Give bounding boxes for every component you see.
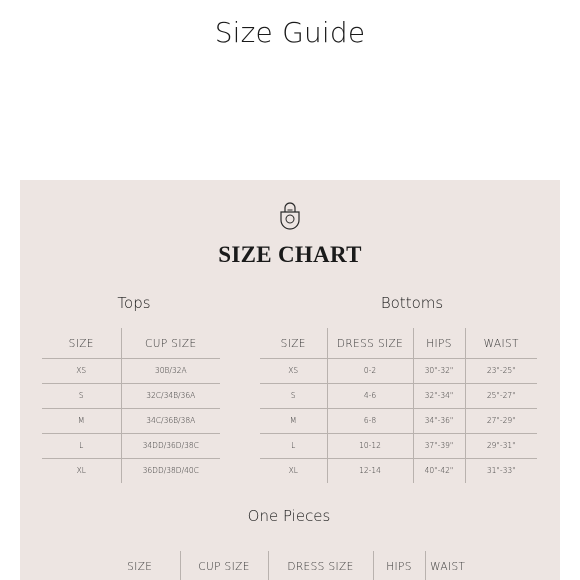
table-cell: 37"-39"	[413, 433, 465, 458]
table-cell: M	[260, 408, 327, 433]
table-cell: 32"-34"	[413, 383, 465, 408]
table-cell: XL	[76, 466, 86, 476]
table-cell: 25"-27"	[465, 383, 537, 408]
table-row	[260, 383, 537, 408]
table-cell: S	[42, 383, 121, 408]
tops-table	[42, 328, 220, 483]
column-header-dress-size: DRESS SIZE	[268, 551, 373, 580]
table-cell: L	[42, 433, 121, 458]
column-header-cup-size: CUP SIZE	[121, 328, 220, 358]
table-row	[260, 408, 537, 433]
table-cell: M	[42, 408, 121, 433]
table-row	[260, 433, 537, 458]
table-row	[42, 358, 220, 383]
table-cell: 31"-33"	[465, 458, 537, 483]
table-row	[42, 433, 220, 458]
table-row	[42, 408, 220, 433]
table-row	[260, 458, 537, 483]
table-cell: XS	[42, 358, 121, 383]
table-cell: 27"-29"	[465, 408, 537, 433]
table-cell: S	[260, 383, 327, 408]
table-cell: 23"-25"	[465, 358, 537, 383]
table-row	[260, 358, 537, 383]
column-header-hips: HIPS	[413, 328, 465, 358]
size-chart-heading: SIZE CHART	[218, 242, 362, 267]
table-cell: L	[260, 433, 327, 458]
table-row	[42, 383, 220, 408]
lock-icon	[278, 200, 302, 230]
column-header-cup-size: CUP SIZE	[180, 551, 268, 580]
table-cell: XL	[288, 466, 298, 476]
table-cell: 34C/36B/38A	[121, 408, 220, 433]
one-pieces-title: One Pieces	[247, 507, 331, 525]
table-cell: 12-14	[327, 458, 413, 483]
column-header-hips: HIPS	[373, 551, 425, 580]
column-header-waist: WAIST	[425, 551, 470, 580]
table-header-row	[42, 328, 220, 358]
table-header-row	[100, 551, 470, 580]
table-cell: 6-8	[327, 408, 413, 433]
table-cell: 30B/32A	[121, 358, 220, 383]
size-chart-card	[20, 180, 560, 580]
table-row	[42, 458, 220, 483]
one-pieces-table	[100, 551, 470, 580]
tops-title: Tops	[117, 294, 151, 312]
table-cell: 40"-42"	[413, 458, 465, 483]
bottoms-title: Bottoms	[380, 294, 444, 312]
table-cell: 30"-32"	[413, 358, 465, 383]
column-header-waist: WAIST	[465, 328, 537, 358]
column-header-size: SIZE	[42, 328, 121, 358]
page-title: Size Guide	[214, 16, 366, 49]
table-cell: 34"-36"	[413, 408, 465, 433]
table-header-row	[260, 328, 537, 358]
table-cell: 0-2	[327, 358, 413, 383]
table-cell: 29"-31"	[465, 433, 537, 458]
table-cell: 32C/34B/36A	[121, 383, 220, 408]
column-header-size: SIZE	[100, 551, 180, 580]
column-header-dress-size: DRESS SIZE	[327, 328, 413, 358]
table-cell: 4-6	[327, 383, 413, 408]
table-cell: XS	[260, 358, 327, 383]
table-cell: 34DD/36D/38C	[121, 433, 220, 458]
table-cell: 10-12	[327, 433, 413, 458]
column-header-size: SIZE	[260, 328, 327, 358]
bottoms-table	[260, 328, 537, 483]
table-cell: 36DD/38D/40C	[121, 458, 220, 483]
